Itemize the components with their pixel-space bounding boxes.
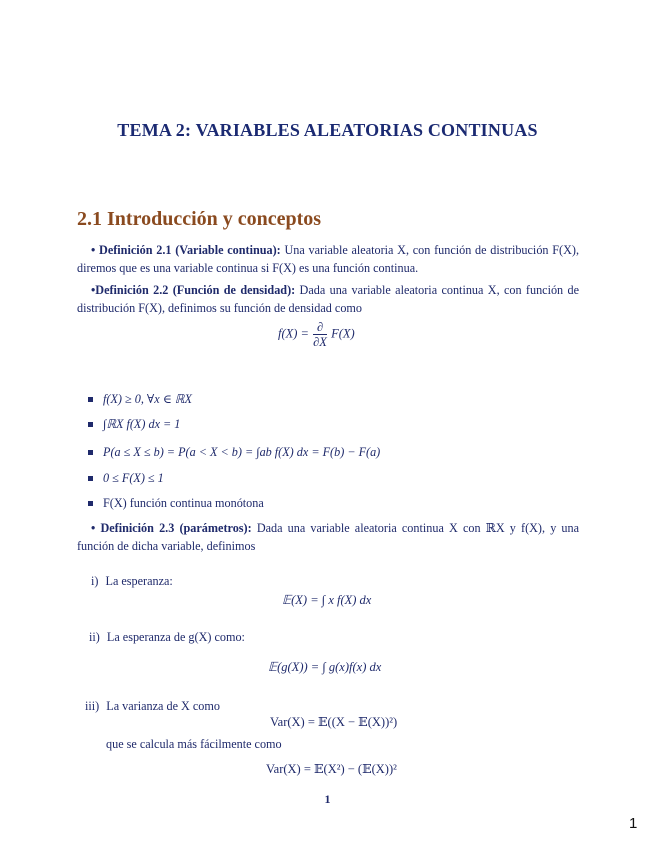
definition-label: Definición 2.2 (Función de densidad):	[95, 283, 296, 297]
list-item	[88, 496, 264, 511]
page-number: 1	[324, 792, 331, 806]
definition-label: Definición 2.1 (Variable continua):	[99, 243, 281, 257]
enumerated-item-i	[91, 574, 173, 589]
equation-lhs: f(X) =	[278, 326, 309, 341]
list-item-text: ∫ℝX f(X) dx = 1	[103, 417, 181, 431]
bullet-square-icon	[88, 450, 93, 455]
bullet-square-icon	[88, 422, 93, 427]
page-title: TEMA 2: VARIABLES ALEATORIAS CONTINUAS	[117, 120, 538, 140]
item-number: ii)	[89, 630, 100, 644]
expectation-g-equation	[268, 659, 381, 675]
density-equation	[278, 320, 355, 349]
list-item	[88, 471, 164, 486]
definition-text: Dada una variable aleatoria continua X, con función de distribución F(X), definimos su función de densidad como	[77, 283, 580, 315]
definition-2-2	[77, 281, 579, 317]
item-number: i)	[91, 574, 99, 588]
list-item-text: f(X) ≥ 0, ∀x ∈ ℝX	[103, 392, 192, 406]
variance-equation	[270, 714, 397, 730]
list-item	[88, 445, 380, 460]
fraction-denominator: ∂X	[313, 335, 327, 349]
expectation-equation	[282, 592, 371, 608]
list-item	[88, 417, 180, 432]
list-item-text: F(X) función continua monótona	[103, 496, 264, 510]
list-item-text: P(a ≤ X ≤ b) = P(a < X < b) = ∫ab f(X) dx = F(b) − F(a)	[103, 445, 381, 459]
definition-2-1	[77, 241, 579, 277]
variance-equation-alt	[266, 761, 397, 777]
fraction-numerator: ∂	[313, 320, 327, 335]
definition-text: Dada una variable aleatoria continua X con ℝX y f(X), y una función de dicha variable, definimos	[77, 521, 580, 553]
item-number: iii)	[85, 699, 100, 713]
item-text: La esperanza de g(X) como:	[106, 630, 245, 644]
definition-text: Una variable aleatoria X, con función de distribución F(X), diremos que es una variable continua si F(X) es una función continua.	[77, 243, 579, 275]
equation-text: 𝔼(X) = ∫ x f(X) dx	[282, 593, 372, 607]
derivative-fraction	[313, 320, 327, 349]
enumerated-item-iii	[85, 699, 220, 714]
definition-label: Definición 2.3 (parámetros):	[100, 521, 252, 535]
item-text: La esperanza:	[105, 574, 173, 588]
bullet: •	[91, 521, 96, 535]
list-item	[88, 392, 192, 407]
definition-2-3	[77, 519, 579, 555]
bullet: •	[91, 243, 96, 257]
equation-rhs: F(X)	[331, 326, 355, 341]
equation-text: Var(X) = 𝔼((X − 𝔼(X))²)	[270, 715, 398, 729]
easier-text: que se calcula más fácilmente como	[106, 737, 282, 751]
enumerated-item-ii	[89, 630, 245, 645]
bullet-square-icon	[88, 397, 93, 402]
list-item-text: 0 ≤ F(X) ≤ 1	[103, 471, 164, 485]
bullet-square-icon	[88, 501, 93, 506]
section-heading: 2.1 Introducción y conceptos	[77, 208, 322, 230]
bullet-square-icon	[88, 476, 93, 481]
equation-text: Var(X) = 𝔼(X²) − (𝔼(X))²	[266, 762, 397, 776]
bullet: •	[91, 283, 96, 297]
equation-text: 𝔼(g(X)) = ∫ g(x)f(x) dx	[268, 660, 382, 674]
viewer-page-indicator: 1	[629, 815, 638, 832]
item-text: La varianza de X como	[106, 699, 220, 713]
